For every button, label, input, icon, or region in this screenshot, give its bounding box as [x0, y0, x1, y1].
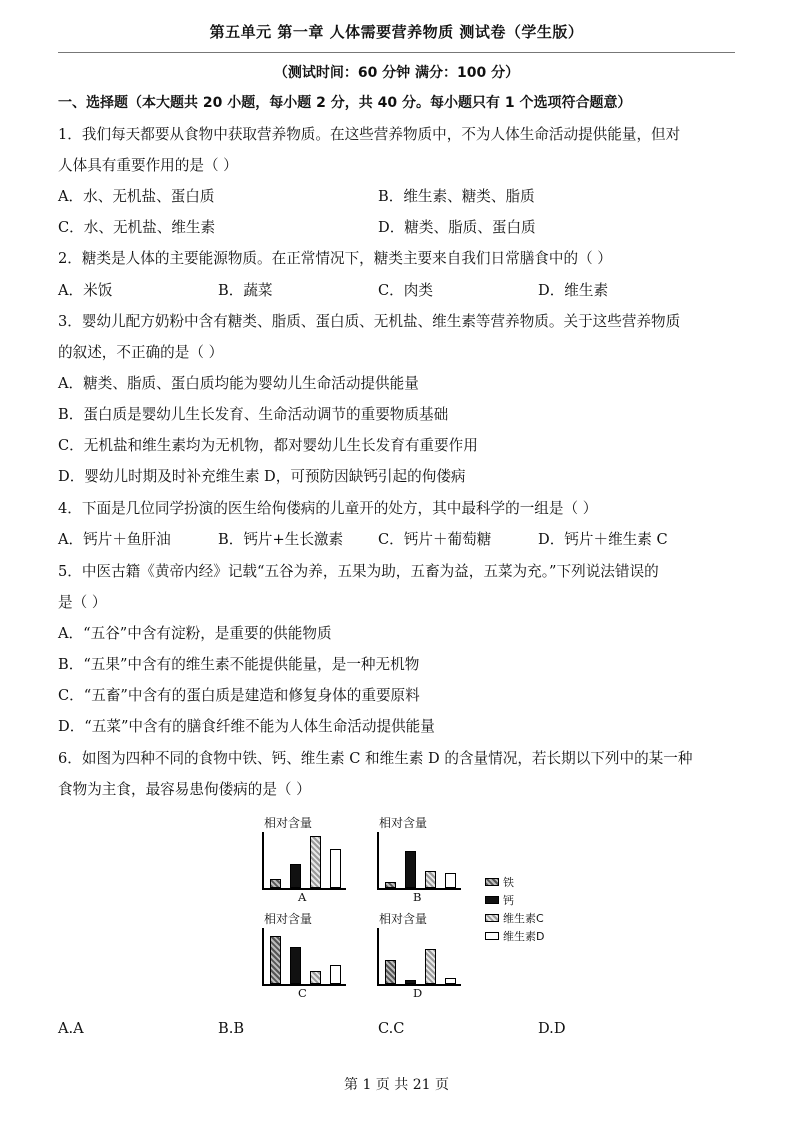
option-d: D．糖类、脂质、蛋白质	[378, 219, 536, 236]
option-d: D．维生素	[538, 282, 609, 299]
chart-legend	[485, 874, 555, 946]
chart-a-label: A	[298, 890, 307, 904]
bar-d-iron	[385, 960, 396, 984]
question-3-option-c: C．无机盐和维生素均为无机物，都对婴幼儿生长发育有重要作用	[58, 437, 478, 454]
bar-c-iron	[270, 936, 281, 984]
chart-d-y-axis	[377, 928, 379, 984]
nutrient-content-figure	[256, 814, 548, 1006]
question-6-options	[58, 1018, 738, 1040]
legend-swatch-vitamin-c	[485, 914, 499, 922]
chart-a	[256, 814, 351, 902]
option-a: A．水、无机盐、蛋白质	[58, 188, 215, 205]
question-5-option-b: B．“五果”中含有的维生素不能提供能量，是一种无机物	[58, 656, 420, 673]
section-title: 一、选择题（本大题共 20 小题，每小题 2 分，共 40 分。每小题只有 1 个选项符合题意）	[58, 95, 632, 111]
option-c: C．水、无机盐、维生素	[58, 219, 216, 236]
option-c: C.C	[378, 1020, 405, 1037]
option-a: A．米饭	[58, 282, 113, 299]
bar-d-calcium	[405, 980, 416, 984]
bar-a-vitamin-c	[310, 836, 321, 888]
test-info: （测试时间：60 分钟 满分：100 分）	[273, 65, 520, 81]
legend-item-vitamin-d	[485, 928, 555, 946]
option-a: A.A	[58, 1020, 84, 1037]
question-5-option-c: C．“五畜”中含有的蛋白质是建造和修复身体的重要原料	[58, 687, 420, 704]
bar-d-vitamin-c	[425, 949, 436, 984]
question-3-option-a: A．糖类、脂质、蛋白质均能为婴幼儿生命活动提供能量	[58, 375, 419, 392]
chart-a-ylabel: 相对含量	[264, 816, 313, 830]
chart-c-y-axis	[262, 928, 264, 984]
option-d: D.D	[538, 1020, 566, 1037]
question-6-line-1: 6．如图为四种不同的食物中铁、钙、维生素 C 和维生素 D 的含量情况，若长期以下列中的某一种	[58, 750, 693, 767]
question-3-line-1: 3．婴幼儿配方奶粉中含有糖类、脂质、蛋白质、无机盐、维生素等营养物质。关于这些营养物质	[58, 313, 681, 330]
question-1-line-1: 1．我们每天都要从食物中获取营养物质。在这些营养物质中，不为人体生命活动提供能量，但对	[58, 126, 681, 143]
question-2-options	[58, 280, 738, 302]
question-3-line-2: 的叙述，不正确的是（ ）	[58, 344, 224, 361]
chart-b-y-axis	[377, 832, 379, 888]
option-b: B.B	[218, 1020, 245, 1037]
chart-a-y-axis	[262, 832, 264, 888]
question-6-line-2: 食物为主食，最容易患佝偻病的是（ ）	[58, 781, 311, 798]
chart-d-label: D	[413, 986, 423, 1000]
bar-a-calcium	[290, 864, 301, 888]
legend-label-iron: 铁	[503, 876, 514, 889]
bar-c-vitamin-c	[310, 971, 321, 984]
option-b: B．钙片+生长激素	[218, 531, 344, 548]
question-3-option-b: B．蛋白质是婴幼儿生长发育、生命活动调节的重要物质基础	[58, 406, 449, 423]
question-2-line-1: 2．糖类是人体的主要能源物质。在正常情况下，糖类主要来自我们日常膳食中的（ ）	[58, 250, 612, 267]
question-5-line-2: 是（ ）	[58, 594, 107, 611]
bar-c-vitamin-d	[330, 965, 341, 985]
chart-c	[256, 910, 351, 998]
question-1-options-row-1	[58, 186, 738, 208]
legend-label-calcium: 钙	[503, 894, 514, 907]
legend-item-iron	[485, 874, 555, 892]
question-5-option-a: A．“五谷”中含有淀粉，是重要的供能物质	[58, 625, 332, 642]
question-4-options	[58, 529, 738, 551]
chart-b	[371, 814, 466, 902]
option-a: A．钙片＋鱼肝油	[58, 531, 171, 548]
chart-c-ylabel: 相对含量	[264, 912, 313, 926]
question-1-line-2: 人体具有重要作用的是（ ）	[58, 157, 238, 174]
legend-swatch-vitamin-d	[485, 932, 499, 940]
option-c: C．钙片＋葡萄糖	[378, 531, 492, 548]
page-footer: 第 1 页 共 21 页	[344, 1077, 449, 1093]
chart-d	[371, 910, 466, 998]
bar-b-calcium	[405, 851, 416, 888]
bar-b-vitamin-c	[425, 871, 436, 888]
question-1-options-row-2	[58, 217, 738, 239]
option-c: C．肉类	[378, 282, 433, 299]
legend-label-vitamin-c: 维生素C	[503, 912, 544, 925]
question-3-option-d: D．婴幼儿时期及时补充维生素 D，可预防因缺钙引起的佝偻病	[58, 468, 466, 485]
legend-item-calcium	[485, 892, 555, 910]
chart-c-label: C	[298, 986, 307, 1000]
chart-b-ylabel: 相对含量	[379, 816, 428, 830]
page-header-title: 第五单元 第一章 人体需要营养物质 测试卷（学生版）	[58, 18, 735, 53]
legend-swatch-iron	[485, 878, 499, 886]
legend-swatch-calcium	[485, 896, 499, 904]
question-5-line-1: 5．中医古籍《黄帝内经》记载“五谷为养，五果为助，五畜为益，五菜为充。”下列说法错误的	[58, 563, 659, 580]
bar-d-vitamin-d	[445, 978, 456, 985]
question-4-line-1: 4．下面是几位同学扮演的医生给佝偻病的儿童开的处方，其中最科学的一组是（ ）	[58, 500, 598, 517]
chart-b-label: B	[413, 890, 422, 904]
bar-a-iron	[270, 879, 281, 888]
bar-b-iron	[385, 882, 396, 889]
legend-item-vitamin-c	[485, 910, 555, 928]
option-d: D．钙片＋维生素 C	[538, 531, 668, 548]
chart-d-ylabel: 相对含量	[379, 912, 428, 926]
bar-b-vitamin-d	[445, 873, 456, 888]
option-b: B．蔬菜	[218, 282, 273, 299]
question-5-option-d: D．“五菜”中含有的膳食纤维不能为人体生命活动提供能量	[58, 718, 435, 735]
bar-c-calcium	[290, 947, 301, 984]
bar-a-vitamin-d	[330, 849, 341, 888]
option-b: B．维生素、糖类、脂质	[378, 188, 535, 205]
legend-label-vitamin-d: 维生素D	[503, 930, 545, 943]
